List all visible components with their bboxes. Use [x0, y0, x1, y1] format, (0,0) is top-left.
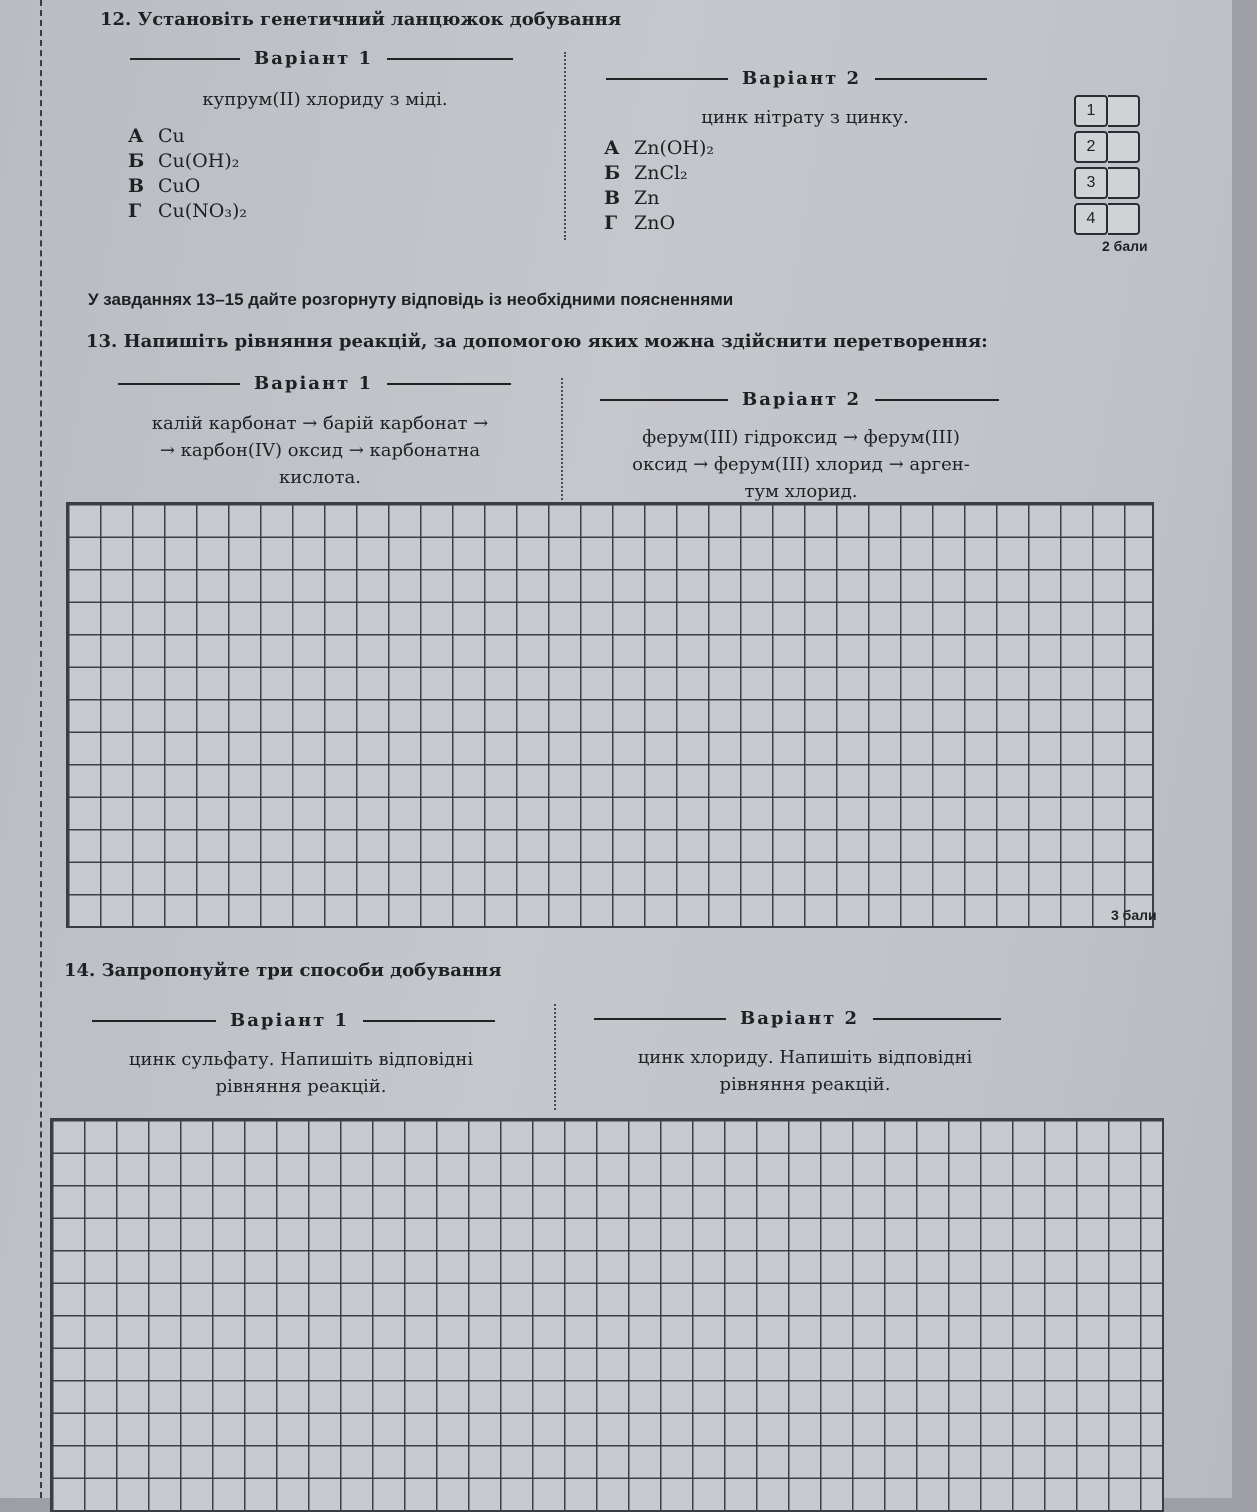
- q14-variant1-heading: Варіант 1: [92, 1010, 495, 1031]
- q12-variant2-text: цинк нітрату з цинку.: [701, 107, 909, 128]
- text-line: → карбон(IV) оксид → карбонатна: [159, 440, 481, 461]
- q13-answer-grid[interactable]: [66, 502, 1154, 928]
- q12-variant2-heading: Варіант 2: [606, 68, 987, 89]
- q14-title: 14. Запропонуйте три способи добування: [64, 960, 502, 981]
- q13-variant2-text: [596, 424, 1006, 505]
- q12-variant2-options: [604, 136, 714, 236]
- option-row: Б Cu(OH)₂: [128, 150, 240, 172]
- text-line: рівняння реакцій.: [719, 1074, 891, 1095]
- q14-answer-grid[interactable]: [50, 1118, 1164, 1512]
- q13-title: 13. Напишіть рівняння реакцій, за допомогою яких можна здійснити перетворення:: [86, 331, 988, 352]
- answer-number: 4: [1074, 203, 1108, 235]
- answer-box[interactable]: [1108, 95, 1140, 127]
- variant-divider: [564, 52, 566, 240]
- q14-variant2-text: [590, 1044, 1020, 1098]
- answer-number: 2: [1074, 131, 1108, 163]
- q13-score: 3 бали: [1111, 907, 1157, 923]
- text-line: рівняння реакцій.: [215, 1076, 387, 1097]
- option-row: Г ZnO: [604, 212, 676, 234]
- option-row: А Cu: [128, 125, 185, 147]
- variant-divider: [561, 378, 563, 500]
- option-row: Б ZnCl₂: [604, 162, 688, 184]
- q12-answer-grid: [1074, 95, 1140, 239]
- q13-variant1-heading: Варіант 1: [118, 373, 511, 394]
- text-line: ферум(III) гідроксид → ферум(III): [642, 427, 960, 448]
- option-row: В Zn: [604, 187, 660, 209]
- q12-score: 2 бали: [1102, 238, 1148, 254]
- q13-variant2-heading: Варіант 2: [600, 389, 999, 410]
- option-row: Г Cu(NO₃)₂: [128, 200, 248, 222]
- text-line: оксид → ферум(III) хлорид → арген-: [632, 454, 970, 475]
- q12-variant1-options: [128, 124, 247, 224]
- answer-number: 1: [1074, 95, 1108, 127]
- answer-box[interactable]: [1108, 203, 1140, 235]
- answer-number: 3: [1074, 167, 1108, 199]
- text-line: цинк хлориду. Напишіть відповідні: [637, 1047, 973, 1068]
- q14-variant2-heading: Варіант 2: [594, 1008, 1001, 1029]
- q12-title: 12. Установіть генетичний ланцюжок добування: [100, 9, 622, 30]
- text-line: калій карбонат → барій карбонат →: [151, 413, 489, 434]
- q12-variant1-heading: Варіант 1: [130, 48, 513, 69]
- q14-variant1-text: [86, 1046, 516, 1100]
- text-line: тум хлорид.: [744, 481, 858, 502]
- answer-box[interactable]: [1108, 131, 1140, 163]
- option-row: А Zn(OH)₂: [604, 137, 715, 159]
- cut-line: [40, 0, 42, 1498]
- variant-divider: [554, 1004, 556, 1110]
- text-line: кислота.: [278, 467, 361, 488]
- instruction-text: У завданнях 13–15 дайте розгорнуту відповідь із необхідними поясненнями: [88, 290, 734, 309]
- answer-box[interactable]: [1108, 167, 1140, 199]
- q12-variant1-text: купрум(II) хлориду з міді.: [202, 89, 448, 110]
- q13-variant1-text: [110, 410, 530, 491]
- text-line: цинк сульфату. Напишіть відповідні: [128, 1049, 474, 1070]
- option-row: В CuO: [128, 175, 201, 197]
